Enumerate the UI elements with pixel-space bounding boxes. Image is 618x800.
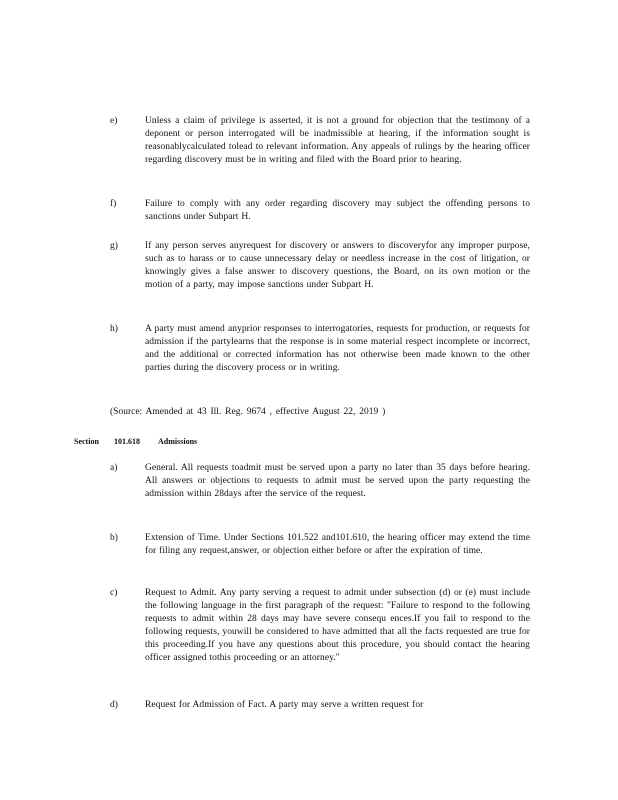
subsection-text: Extension of Time. Under Sections 101.522 and101.610, the hearing officer may extend the time for filing any request,answer, or objection either before or after the expiration of time. xyxy=(145,533,530,556)
section-word: Section xyxy=(74,437,99,446)
subsection-text: Request for Admission of Fact. A party may serve a written request for xyxy=(145,700,424,710)
section-title: Admissions xyxy=(158,437,198,446)
section-number: 101.618 xyxy=(114,437,140,446)
source-note: (Source: Amended at 43 Ill. Reg. 9674 , effective August 22, 2019 ) xyxy=(110,407,386,417)
subsection-label: h) xyxy=(110,324,118,334)
subsection-label: d) xyxy=(110,700,118,710)
subsection-text: Failure to comply with any order regarding discovery may subject the offending persons to sanctions under Subpart H. xyxy=(145,199,530,222)
subsection-text: Request to Admit. Any party serving a request to admit under subsection (d) or (e) must include the following language in the first paragraph of the request: "Failure to respond to the following requests to admit within 28 days may have severe consequ ences.If you fail to respond to the following requests, youwill be considered to have admitted that all the facts requested are true for this proceeding.If you have any questions about this procedure, you should contact the hearing officer assigned tothis proceeding or an attorney." xyxy=(145,588,530,663)
subsection-label: e) xyxy=(110,116,118,126)
subsection-label: c) xyxy=(110,588,118,598)
subsection-text: General. All requests toadmit must be served upon a party no later than 35 days before hearing. All answers or objections to requests to admit must be served upon the party requesting the admission within 28days after the service of the request. xyxy=(145,463,530,499)
subsection-label: b) xyxy=(110,533,118,543)
subsection-label: g) xyxy=(110,241,118,251)
subsection-label: a) xyxy=(110,463,118,473)
subsection-text: A party must amend anyprior responses to interrogatories, requests for production, or requests for admission if the partylearns that the response is in some material respect incomplete or incorrect, and the additional or corrected information has not otherwise been made known to the other parties during the discovery process or in writing. xyxy=(145,324,530,373)
subsection-text: If any person serves anyrequest for discovery or answers to discoveryfor any improper purpose, such as to harass or to cause unnecessary delay or needless increase in the cost of litigation, or knowingly gives a false answer to discovery questions, the Board, on its own motion or the motion of a party, may impose sanctions under Subpart H. xyxy=(145,241,530,290)
subsection-label: f) xyxy=(110,199,117,209)
subsection-text: Unless a claim of privilege is asserted, it is not a ground for objection that the testimony of a deponent or person interrogated will be inadmissible at hearing, if the information sought is reasonablycalculated tolead to relevant information. Any appeals of rulings by the hearing officer regarding discovery must be in writing and filed with the Board prior to hearing. xyxy=(145,116,530,165)
